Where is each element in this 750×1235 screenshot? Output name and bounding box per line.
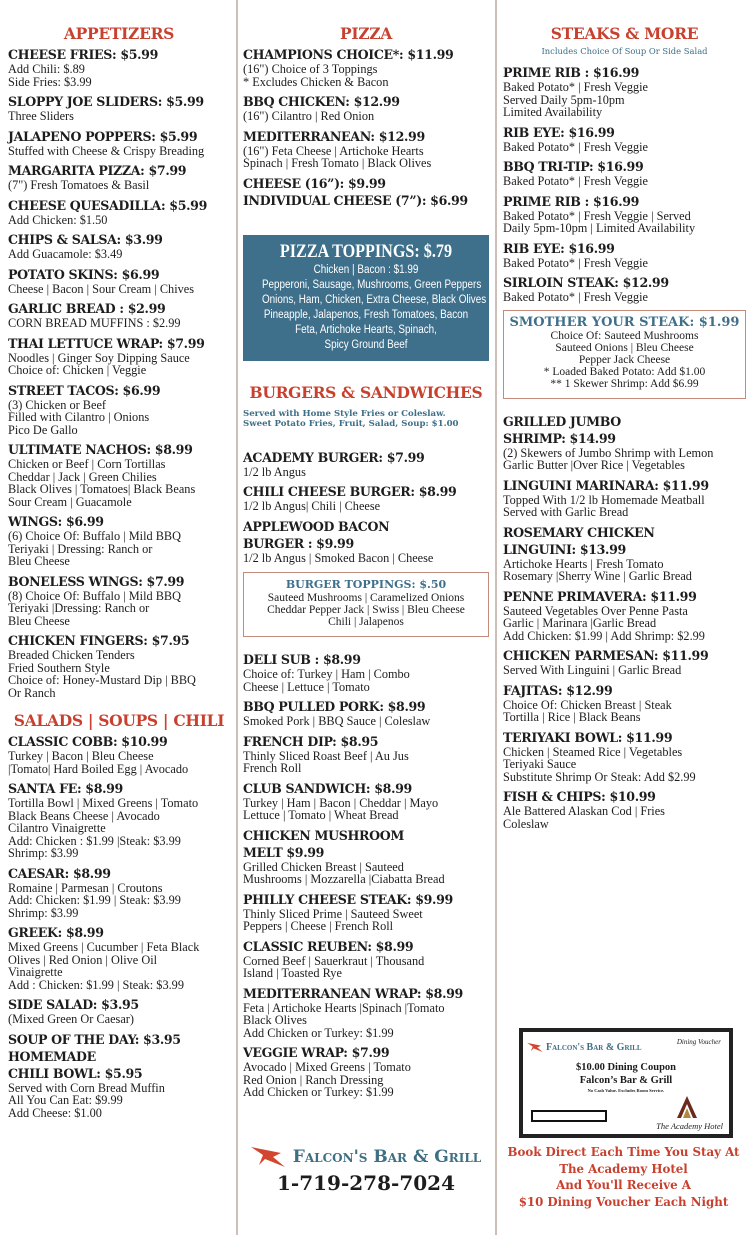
menu-item-title: DELI SUB : $8.99 xyxy=(243,652,361,667)
appetizers-list xyxy=(8,46,230,699)
menu-item xyxy=(8,865,230,920)
menu-item xyxy=(503,682,746,724)
menu-item xyxy=(8,300,230,330)
menu-item-title: RIB EYE: $16.99 xyxy=(503,240,615,256)
menu-item-description: Red Onion | Ranch Dressing xyxy=(243,1072,384,1087)
menu-item xyxy=(8,733,230,775)
smother-box xyxy=(503,310,746,399)
menu-item-description: Vinaigrette xyxy=(8,965,63,979)
menu-item-description: Cheddar | Jack | Green Chilies xyxy=(8,469,157,484)
menu-item-description: Smoked Pork | BBQ Sauce | Coleslaw xyxy=(243,714,431,728)
menu-item-description: Grilled Chicken Breast | Sauteed xyxy=(243,859,404,874)
text-line: Pineapple, Jalapenos, Fresh Tomatoes, Bacon xyxy=(263,308,469,321)
menu-item xyxy=(243,891,489,933)
menu-item-description: Served with Garlic Bread xyxy=(503,505,629,519)
menu-item-description: Limited Availability xyxy=(503,105,603,119)
menu-item xyxy=(8,996,230,1026)
menu-item-description: Olives | Red Onion | Olive Oil xyxy=(8,952,158,967)
menu-item xyxy=(8,266,230,296)
menu-item-title: VEGGIE WRAP: $7.99 xyxy=(243,1045,390,1060)
menu-item xyxy=(243,46,489,88)
menu-item xyxy=(503,729,746,784)
restaurant-name: Falcon's Bar & Grill xyxy=(292,1146,482,1167)
phone-number[interactable]: 1-719-278-7024 xyxy=(277,1170,455,1195)
menu-item xyxy=(243,518,489,535)
menu-item xyxy=(8,513,230,568)
text-line: Pepperoni, Sausage, Mushrooms, Green Peppers xyxy=(261,278,482,291)
menu-item-description: * Excludes Chicken & Bacon xyxy=(243,74,389,89)
menu-item-title: SIRLOIN STEAK: $12.99 xyxy=(503,275,669,290)
menu-item-description: (16") Cilantro | Red Onion xyxy=(243,109,375,123)
menu-item-description: Add Cheese: $1.00 xyxy=(8,1105,102,1120)
menu-item-description: Add Chicken or Turkey: $1.99 xyxy=(243,1085,394,1099)
burger-toppings-title: BURGER TOPPINGS: $.50 xyxy=(285,578,447,591)
menu-item-title: BBQ TRI-TIP: $16.99 xyxy=(503,159,644,174)
menu-item-description: Add : Chicken: $1.99 | Steak: $3.99 xyxy=(8,977,184,992)
text-line: Chili | Jalapenos xyxy=(328,616,404,628)
menu-item-title: WINGS: $6.99 xyxy=(8,514,104,529)
menu-item-description: Bleu Cheese xyxy=(8,554,70,568)
text-line: Sauteed Onions | Bleu Cheese xyxy=(555,341,694,354)
falcon-icon xyxy=(251,1145,285,1169)
menu-item-description: Lettuce | Tomato | Wheat Bread xyxy=(243,808,399,822)
menu-item-description: Garlic | Marinara |Garlic Bread xyxy=(503,616,657,630)
menu-item-description: (16") Feta Cheese | Artichoke Hearts xyxy=(243,143,424,158)
menu-item-title: ACADEMY BURGER: $7.99 xyxy=(243,449,425,465)
menu-item-description: Sauteed Vegetables Over Penne Pasta xyxy=(503,603,688,618)
middle-column xyxy=(238,0,495,1235)
menu-item-title: GARLIC BREAD : $2.99 xyxy=(8,301,166,316)
menu-item-title: PENNE PRIMAVERA: $11.99 xyxy=(503,588,697,604)
menu-item-description: Mixed Greens | Cucumber | Feta Black xyxy=(8,940,200,954)
menu-item-description: CORN BREAD MUFFINS : $2.99 xyxy=(8,316,181,330)
menu-item-title: CHEESE (16”): $9.99 xyxy=(243,175,386,191)
menu-item-description: 1/2 lb Angus | Smoked Bacon | Cheese xyxy=(243,550,434,565)
menu-item-title: JALAPENO POPPERS: $5.99 xyxy=(8,128,198,144)
menu-item-title: HOMEMADE xyxy=(8,1048,96,1064)
voucher-label: Dining Voucher xyxy=(676,1038,721,1046)
section-title-appetizers: APPETIZERS xyxy=(63,24,175,43)
section-title-pizza: PIZZA xyxy=(339,24,393,43)
menu-item-description: Artichoke Hearts | Fresh Tomato xyxy=(503,556,664,571)
menu-item-title: RIB EYE: $16.99 xyxy=(503,124,615,140)
menu-item-description: Black Olives xyxy=(243,1013,307,1027)
menu-item xyxy=(503,413,746,430)
section-title-steaks: STEAKS & MORE xyxy=(550,24,699,43)
menu-item xyxy=(503,274,746,304)
menu-item-description: Cheese | Bacon | Sour Cream | Chives xyxy=(8,281,194,296)
menu-item-description: Baked Potato* | Fresh Veggie xyxy=(503,80,648,94)
menu-item-description: Choice of: Chicken | Veggie xyxy=(8,363,147,377)
menu-item-description: 1/2 lb Angus xyxy=(243,464,306,479)
menu-item-title: LINGUINI: $13.99 xyxy=(503,541,626,557)
voucher-terms: No Cash Value. Excludes Room Service. xyxy=(587,1088,665,1093)
menu-item-title: APPLEWOOD BACON xyxy=(243,518,390,534)
menu-item-description: Substitute Shrimp Or Steak: Add $2.99 xyxy=(503,769,696,784)
menu-item-description: Cheese | Lettuce | Tomato xyxy=(243,679,370,694)
menu-item-title: MARGARITA PIZZA: $7.99 xyxy=(8,163,187,178)
voucher-amount: $10.00 Dining Coupon xyxy=(575,1062,677,1073)
menu-item-description: Thinly Sliced Roast Beef | Au Jus xyxy=(243,748,409,763)
menu-item xyxy=(8,1048,230,1065)
text-line: Cheddar Pepper Jack | Swiss | Bleu Cheese xyxy=(267,604,465,616)
menu-item xyxy=(8,780,230,860)
menu-item-description: Teriyaki Sauce xyxy=(503,757,577,771)
menu-item-title: CLASSIC REUBEN: $8.99 xyxy=(243,938,414,954)
menu-item-title: GRILLED JUMBO xyxy=(503,413,621,429)
menu-item-title: MEDITERRANEAN WRAP: $8.99 xyxy=(243,985,463,1001)
menu-item xyxy=(503,430,746,472)
menu-item-title: CHICKEN PARMESAN: $11.99 xyxy=(503,648,709,663)
menu-item-title: SIDE SALAD: $3.95 xyxy=(8,997,139,1012)
menu-item-title: ROSEMARY CHICKEN xyxy=(503,524,655,540)
menu-item-description: |Tomato| Hard Boiled Egg | Avocado xyxy=(8,761,189,776)
menu-item-description: Teriyaki |Dressing: Ranch or xyxy=(8,601,150,615)
text-line: $10 Dining Voucher Each Night xyxy=(518,1194,729,1209)
menu-item-title: CHEESE QUESADILLA: $5.99 xyxy=(8,197,207,213)
menu-item-description: Filled with Cilantro | Onions xyxy=(8,410,150,424)
menu-item-title: CHIPS & SALSA: $3.99 xyxy=(8,232,163,247)
menu-item-description: French Roll xyxy=(243,761,302,775)
menu-item xyxy=(8,231,230,261)
pizza-list xyxy=(243,46,489,209)
restaurant-logo xyxy=(243,1145,489,1169)
menu-item-description: Rosemary |Sherry Wine | Garlic Bread xyxy=(503,569,692,583)
voucher-field xyxy=(531,1110,607,1122)
burger-toppings-box xyxy=(243,572,489,637)
menu-item-description: Fried Southern Style xyxy=(8,660,110,675)
text-line: Sweet Potato Fries, Fruit, Salad, Soup: $1.00 xyxy=(243,418,459,429)
menu-item-description: Daily 5pm-10pm | Limited Availability xyxy=(503,221,696,235)
menu-item-description: (8) Choice Of: Buffalo | Mild BBQ xyxy=(8,588,182,603)
menu-item-description: Shrimp: $3.99 xyxy=(8,905,79,920)
menu-item-description: Baked Potato* | Fresh Veggie xyxy=(503,255,648,270)
menu-item-description: Tortilla Bowl | Mixed Greens | Tomato xyxy=(8,796,199,810)
menu-item-description: Add Chili: $.89 xyxy=(8,62,85,76)
menu-item-description: Coleslaw xyxy=(503,816,549,831)
menu-item-title: CLASSIC COBB: $10.99 xyxy=(8,734,168,749)
text-line: Sauteed Mushrooms | Caramelized Onions xyxy=(267,592,465,604)
menu-item-title: CAESAR: $8.99 xyxy=(8,865,111,881)
text-line: And You'll Receive A xyxy=(556,1178,691,1192)
menu-item xyxy=(8,335,230,377)
menu-item-title: FRENCH DIP: $8.95 xyxy=(243,733,379,749)
menu-item-description: Ale Battered Alaskan Cod | Fries xyxy=(503,804,665,818)
menu-item xyxy=(503,788,746,830)
menu-item-title: THAI LETTUCE WRAP: $7.99 xyxy=(8,335,205,351)
menu-item xyxy=(243,985,489,1040)
menu-item xyxy=(243,93,489,123)
sandwiches-list xyxy=(243,651,489,1099)
menu-item-title: LINGUINI MARINARA: $11.99 xyxy=(503,477,709,493)
menu-item-title: SLOPPY JOE SLIDERS: $5.99 xyxy=(8,94,204,109)
menu-item-description: (16") Choice of 3 Toppings xyxy=(243,62,378,76)
menu-item-title: POTATO SKINS: $6.99 xyxy=(8,266,160,282)
menu-item-title: BBQ CHICKEN: $12.99 xyxy=(243,94,400,109)
menu-item xyxy=(243,192,489,209)
menu-item-title: FISH & CHIPS: $10.99 xyxy=(503,789,656,804)
menu-item-description: (7") Fresh Tomatoes & Basil xyxy=(8,178,150,192)
right-column xyxy=(497,0,750,1235)
entrees-list xyxy=(503,413,746,831)
menu-item xyxy=(8,1031,230,1048)
menu-item-description: (3) Chicken or Beef xyxy=(8,397,106,412)
menu-item xyxy=(243,698,489,728)
menu-item xyxy=(8,1065,230,1120)
section-title-salads: SALADS | SOUPS | CHILI xyxy=(13,711,225,730)
menu-item-title: CHILI BOWL: $5.95 xyxy=(8,1065,143,1081)
smother-title: SMOTHER YOUR STEAK: $1.99 xyxy=(509,314,740,330)
menu-item xyxy=(8,93,230,123)
menu-item xyxy=(243,844,489,886)
menu-item-description: Noodles | Ginger Soy Dipping Sauce xyxy=(8,350,190,365)
menu-item-title: CHAMPIONS CHOICE*: $11.99 xyxy=(243,47,454,62)
menu-item-title: GREEK: $8.99 xyxy=(8,925,104,940)
menu-item-description: Breaded Chicken Tenders xyxy=(8,648,135,662)
menu-item-description: Chicken or Beef | Corn Tortillas xyxy=(8,457,166,471)
menu-item-description: Choice Of: Chicken Breast | Steak xyxy=(503,697,672,712)
menu-item-description: Island | Toasted Rye xyxy=(243,966,342,980)
menu-item-title: PHILLY CHEESE STEAK: $9.99 xyxy=(243,891,453,907)
menu-item-description: Mushrooms | Mozzarella |Ciabatta Bread xyxy=(243,872,445,886)
menu-item-description: Black Beans Cheese | Avocado xyxy=(8,808,160,823)
menu-item-description: Shrimp: $3.99 xyxy=(8,846,79,860)
menu-item-title: CHILI CHEESE BURGER: $8.99 xyxy=(243,484,457,499)
steaks-subtitle: Includes Choice Of Soup Or Side Salad xyxy=(541,46,708,56)
menu-item-title: SANTA FE: $8.99 xyxy=(8,781,123,796)
menu-item xyxy=(503,524,746,541)
text-line: Chicken | Bacon : $1.99 xyxy=(313,263,419,276)
menu-item xyxy=(503,588,746,643)
menu-item-title: SOUP OF THE DAY: $3.95 xyxy=(8,1031,181,1047)
menu-item xyxy=(243,938,489,980)
menu-item-description: Garlic Butter |Over Rice | Vegetables xyxy=(503,458,685,472)
menu-item-description: Baked Potato* | Fresh Veggie xyxy=(503,174,648,188)
menu-item-description: Or Ranch xyxy=(8,685,56,700)
menu-item xyxy=(243,1044,489,1099)
menu-item xyxy=(243,780,489,822)
menu-item-description: Bleu Cheese xyxy=(8,613,70,628)
menu-item xyxy=(503,64,746,119)
menu-item-description: Peppers | Cheese | French Roll xyxy=(243,919,394,933)
menu-item-description: Feta | Artichoke Hearts |Spinach |Tomato xyxy=(243,1000,445,1015)
steaks-list xyxy=(503,64,746,304)
menu-item-title: MELT $9.99 xyxy=(243,844,325,860)
menu-item xyxy=(8,924,230,991)
menu-item-description: Teriyaki | Dressing: Ranch or xyxy=(8,541,153,556)
menu-item-description: Corned Beef | Sauerkraut | Thousand xyxy=(243,953,425,968)
menu-item-title: STREET TACOS: $6.99 xyxy=(8,382,161,398)
menu-item-description: (6) Choice Of: Buffalo | Mild BBQ xyxy=(8,529,182,543)
menu-item xyxy=(8,128,230,158)
menu-item-description: Add: Chicken: $1.99 | Steak: $3.99 xyxy=(8,893,181,907)
hotel-logo-icon xyxy=(675,1094,699,1118)
text-line: Served with Home Style Fries or Coleslaw. xyxy=(243,408,446,419)
menu-item xyxy=(503,193,746,235)
menu-item-description: (2) Skewers of Jumbo Shrimp with Lemon xyxy=(503,445,714,460)
menu-item-description: Romaine | Parmesan | Croutons xyxy=(8,880,163,895)
menu-item xyxy=(8,573,230,628)
pizza-toppings-box xyxy=(243,235,489,361)
menu-item-description: Black Olives | Tomatoes| Black Beans xyxy=(8,482,196,496)
menu-item xyxy=(503,124,746,154)
menu-item-title: CHICKEN MUSHROOM xyxy=(243,827,404,843)
menu-item xyxy=(503,541,746,583)
menu-item xyxy=(243,827,489,844)
menu-item-description: Add Chicken or Turkey: $1.99 xyxy=(243,1025,394,1040)
menu-item-title: BURGER : $9.99 xyxy=(243,535,354,551)
menu-item-description: Turkey | Ham | Bacon | Cheddar | Mayo xyxy=(243,795,439,810)
menu-item xyxy=(243,175,489,192)
text-line: ** 1 Skewer Shrimp: Add $6.99 xyxy=(550,377,699,390)
menu-item xyxy=(8,441,230,508)
menu-item-description: Served with Corn Bread Muffin xyxy=(8,1080,165,1095)
menu-item-description: Avocado | Mixed Greens | Tomato xyxy=(243,1060,411,1074)
voucher-restaurant: Falcon’s Bar & Grill xyxy=(579,1075,673,1086)
menu-item xyxy=(8,632,230,699)
menu-item-description: Add Chicken: $1.50 xyxy=(8,212,108,227)
voucher-logo xyxy=(527,1042,642,1053)
menu-item-title: PRIME RIB : $16.99 xyxy=(503,65,640,80)
hotel-name: The Academy Hotel xyxy=(656,1121,723,1131)
menu-item xyxy=(8,382,230,437)
text-line: Spicy Ground Beef xyxy=(324,338,408,351)
menu-item xyxy=(503,240,746,270)
menu-item xyxy=(8,197,230,227)
menu-item-description: Topped With 1/2 lb Homemade Meatball xyxy=(503,492,705,507)
menu-item-title: INDIVIDUAL CHEESE (7”): $6.99 xyxy=(243,192,468,208)
menu-item-description: Three Sliders xyxy=(8,109,74,123)
text-line: Feta, Artichoke Hearts, Spinach, xyxy=(295,323,437,336)
menu-item-description: All You Can Eat: $9.99 xyxy=(8,1093,123,1107)
menu-item xyxy=(243,535,489,565)
menu-item xyxy=(503,647,746,677)
menu-item-description: Side Fries: $3.99 xyxy=(8,74,92,89)
menu-item-description: Baked Potato* | Fresh Veggie | Served xyxy=(503,208,691,223)
menu-item xyxy=(8,46,230,88)
section-title-burgers: BURGERS & SANDWICHES xyxy=(249,382,483,402)
text-line: Choice Of: Sauteed Mushrooms xyxy=(550,329,699,342)
menu-item-title: BBQ PULLED PORK: $8.99 xyxy=(243,699,426,714)
menu-item-description: Cilantro Vinaigrette xyxy=(8,821,106,835)
menu-item-description: (Mixed Green Or Caesar) xyxy=(8,1012,134,1026)
voucher-brand: Falcon's Bar & Grill xyxy=(546,1042,642,1053)
menu-item xyxy=(503,158,746,188)
menu-item xyxy=(243,128,489,170)
menu-item-title: PRIME RIB : $16.99 xyxy=(503,193,640,209)
burgers-list xyxy=(243,449,489,565)
menu-item xyxy=(8,162,230,192)
menu-item-description: Choice of: Honey-Mustard Dip | BBQ xyxy=(8,673,196,687)
menu-item-description: Spinach | Fresh Tomato | Black Olives xyxy=(243,156,432,170)
dining-voucher xyxy=(519,1028,733,1138)
text-line: The Academy Hotel xyxy=(559,1161,688,1176)
pizza-toppings-title: PIZZA TOPPINGS: $.79 xyxy=(279,240,453,262)
salads-list xyxy=(8,733,230,1119)
menu-item-description: Baked Potato* | Fresh Veggie xyxy=(503,290,648,304)
menu-item-description: Served With Linguini | Garlic Bread xyxy=(503,663,682,677)
menu-item-title: SHRIMP: $14.99 xyxy=(503,430,616,446)
menu-item-title: CLUB SANDWICH: $8.99 xyxy=(243,780,412,796)
menu-item-description: Baked Potato* | Fresh Veggie xyxy=(503,139,648,154)
menu-item-description: Chicken | Steamed Rice | Vegetables xyxy=(503,744,683,759)
menu-item-description: Sour Cream | Guacamole xyxy=(8,494,132,509)
text-line: * Loaded Baked Potato: Add $1.00 xyxy=(543,365,706,378)
menu-item-description: Turkey | Bacon | Bleu Cheese xyxy=(8,749,154,763)
menu-item-title: TERIYAKI BOWL: $11.99 xyxy=(503,729,673,745)
menu-item-description: Add Chicken: $1.99 | Add Shrimp: $2.99 xyxy=(503,628,705,643)
menu-item-title: MEDITERRANEAN: $12.99 xyxy=(243,128,425,144)
menu-item-title: FAJITAS: $12.99 xyxy=(503,682,613,698)
menu-item-title: BONELESS WINGS: $7.99 xyxy=(8,573,185,589)
menu-item-description: Thinly Sliced Prime | Sauteed Sweet xyxy=(243,906,423,921)
menu-item-description: 1/2 lb Angus| Chili | Cheese xyxy=(243,499,381,513)
menu-item-description: Served Daily 5pm-10pm xyxy=(503,92,625,107)
burgers-subtitle xyxy=(243,409,489,429)
menu-item-description: Add: Chicken : $1.99 |Steak: $3.99 xyxy=(8,833,181,848)
menu-item xyxy=(503,477,746,519)
menu-item-description: Stuffed with Cheese & Crispy Breading xyxy=(8,143,205,158)
menu-item-title: ULTIMATE NACHOS: $8.99 xyxy=(8,442,193,457)
text-line: Onions, Ham, Chicken, Extra Cheese, Black Olives xyxy=(261,293,487,306)
promo-text xyxy=(501,1144,746,1210)
menu-item-title: CHEESE FRIES: $5.99 xyxy=(8,47,159,62)
menu-item-description: Pico De Gallo xyxy=(8,422,78,437)
left-column xyxy=(0,0,236,1235)
menu-item-title: CHICKEN FINGERS: $7.95 xyxy=(8,633,190,648)
menu-item-description: Add Guacamole: $3.49 xyxy=(8,247,123,261)
falcon-icon xyxy=(527,1042,543,1053)
text-line: Book Direct Each Time You Stay At xyxy=(507,1145,740,1159)
text-line: Pepper Jack Cheese xyxy=(578,353,671,366)
menu-item-description: Tortilla | Rice | Black Beans xyxy=(503,710,641,724)
menu-item xyxy=(243,651,489,693)
menu-item-description: Choice of: Turkey | Ham | Combo xyxy=(243,667,410,681)
menu-item xyxy=(243,449,489,479)
menu-item xyxy=(243,733,489,775)
menu-item xyxy=(243,483,489,513)
